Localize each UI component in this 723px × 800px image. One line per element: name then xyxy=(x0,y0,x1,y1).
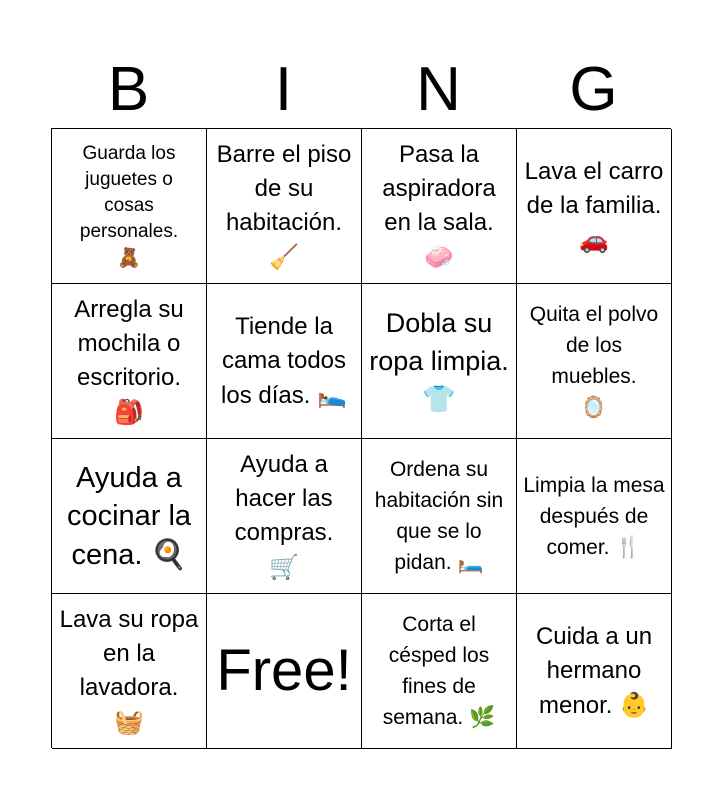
bingo-cell[interactable] xyxy=(362,439,517,594)
bingo-header xyxy=(51,52,671,128)
header-letter-n: N xyxy=(416,55,461,124)
broom-icon: 🧹 xyxy=(269,242,299,271)
fork-knife-icon: 🍴 xyxy=(615,534,642,559)
cell-text-wrapper xyxy=(368,304,510,419)
frying-pan-icon: 🍳 xyxy=(150,536,187,571)
cell-label: Barre el piso de su habitación. xyxy=(216,140,352,236)
cell-label: Arregla su mochila o escritorio. xyxy=(74,295,184,391)
cell-text-wrapper xyxy=(58,293,200,430)
cell-label: Ayuda a hacer las compras. xyxy=(234,450,334,546)
cell-label: Quita el polvo de los muebles. xyxy=(529,303,659,388)
cell-text-wrapper xyxy=(368,609,510,733)
header-letter-i: I xyxy=(274,55,293,124)
bingo-cell[interactable] xyxy=(207,439,362,594)
free-space-label: Free! xyxy=(216,638,352,703)
cell-text-wrapper xyxy=(58,141,200,272)
bingo-cell[interactable] xyxy=(362,594,517,749)
baby-icon: 👶 xyxy=(619,690,649,719)
header-letter-g: G xyxy=(569,55,618,124)
bingo-cell[interactable] xyxy=(517,439,672,594)
bingo-cell[interactable] xyxy=(52,439,207,594)
bingo-cell[interactable] xyxy=(517,284,672,439)
cell-label: Pasa la aspiradora en la sala. xyxy=(382,140,496,236)
free-space-cell[interactable] xyxy=(207,594,362,749)
bingo-cell[interactable] xyxy=(362,284,517,439)
cell-text-wrapper xyxy=(523,299,665,423)
mirror-icon: 🪞 xyxy=(580,395,608,419)
bingo-cell[interactable] xyxy=(52,284,207,439)
cell-label: Cuida a un hermano menor. xyxy=(535,622,653,719)
cell-text-wrapper xyxy=(213,138,355,275)
bingo-cell[interactable] xyxy=(517,594,672,749)
bed-icon: 🛌 xyxy=(317,380,347,409)
cell-label: Dobla su ropa limpia. xyxy=(369,307,509,376)
soap-icon: 🧼 xyxy=(424,242,454,271)
cell-label: Lava su ropa en la lavadora. xyxy=(59,605,199,701)
cell-text-wrapper xyxy=(368,454,510,578)
cell-text-wrapper xyxy=(368,138,510,275)
cell-text-wrapper xyxy=(523,155,665,258)
bingo-cell[interactable] xyxy=(517,129,672,284)
shopping-cart-icon: 🛒 xyxy=(269,552,299,581)
tshirt-icon: 👕 xyxy=(422,383,456,415)
car-icon: 🚗 xyxy=(579,225,609,254)
teddy-bear-icon: 🧸 xyxy=(117,246,141,269)
cell-text-wrapper xyxy=(213,448,355,585)
cell-label: Tiende la cama todos los días. xyxy=(221,312,347,409)
bingo-cell[interactable] xyxy=(362,129,517,284)
cell-label: Lava el carro de la familia. xyxy=(524,157,664,219)
bingo-board xyxy=(51,128,671,748)
bed-icon: 🛏️ xyxy=(457,550,484,574)
cell-label: Corta el césped los fines de semana. xyxy=(382,613,490,729)
cell-text-wrapper xyxy=(58,603,200,740)
cell-label: Limpia la mesa después de comer. xyxy=(523,473,665,559)
bingo-cell[interactable] xyxy=(207,284,362,439)
cell-text-wrapper xyxy=(213,310,355,413)
cell-label: Ayuda a cocinar la cena. xyxy=(66,461,192,571)
herb-icon: 🌿 xyxy=(469,705,496,729)
header-letter-b: B xyxy=(107,55,150,124)
backpack-icon: 🎒 xyxy=(114,397,144,426)
bingo-cell[interactable] xyxy=(52,129,207,284)
bingo-cell[interactable] xyxy=(207,129,362,284)
cell-label: Ordena su habitación sin que se lo pidan. xyxy=(374,458,504,574)
cell-text-wrapper xyxy=(523,620,665,723)
cell-label: Guarda los juguetes o cosas personales. xyxy=(79,142,179,242)
bingo-cell[interactable] xyxy=(52,594,207,749)
cell-text-wrapper xyxy=(523,470,665,563)
basket-icon: 🧺 xyxy=(114,707,144,736)
cell-text-wrapper xyxy=(58,459,200,574)
